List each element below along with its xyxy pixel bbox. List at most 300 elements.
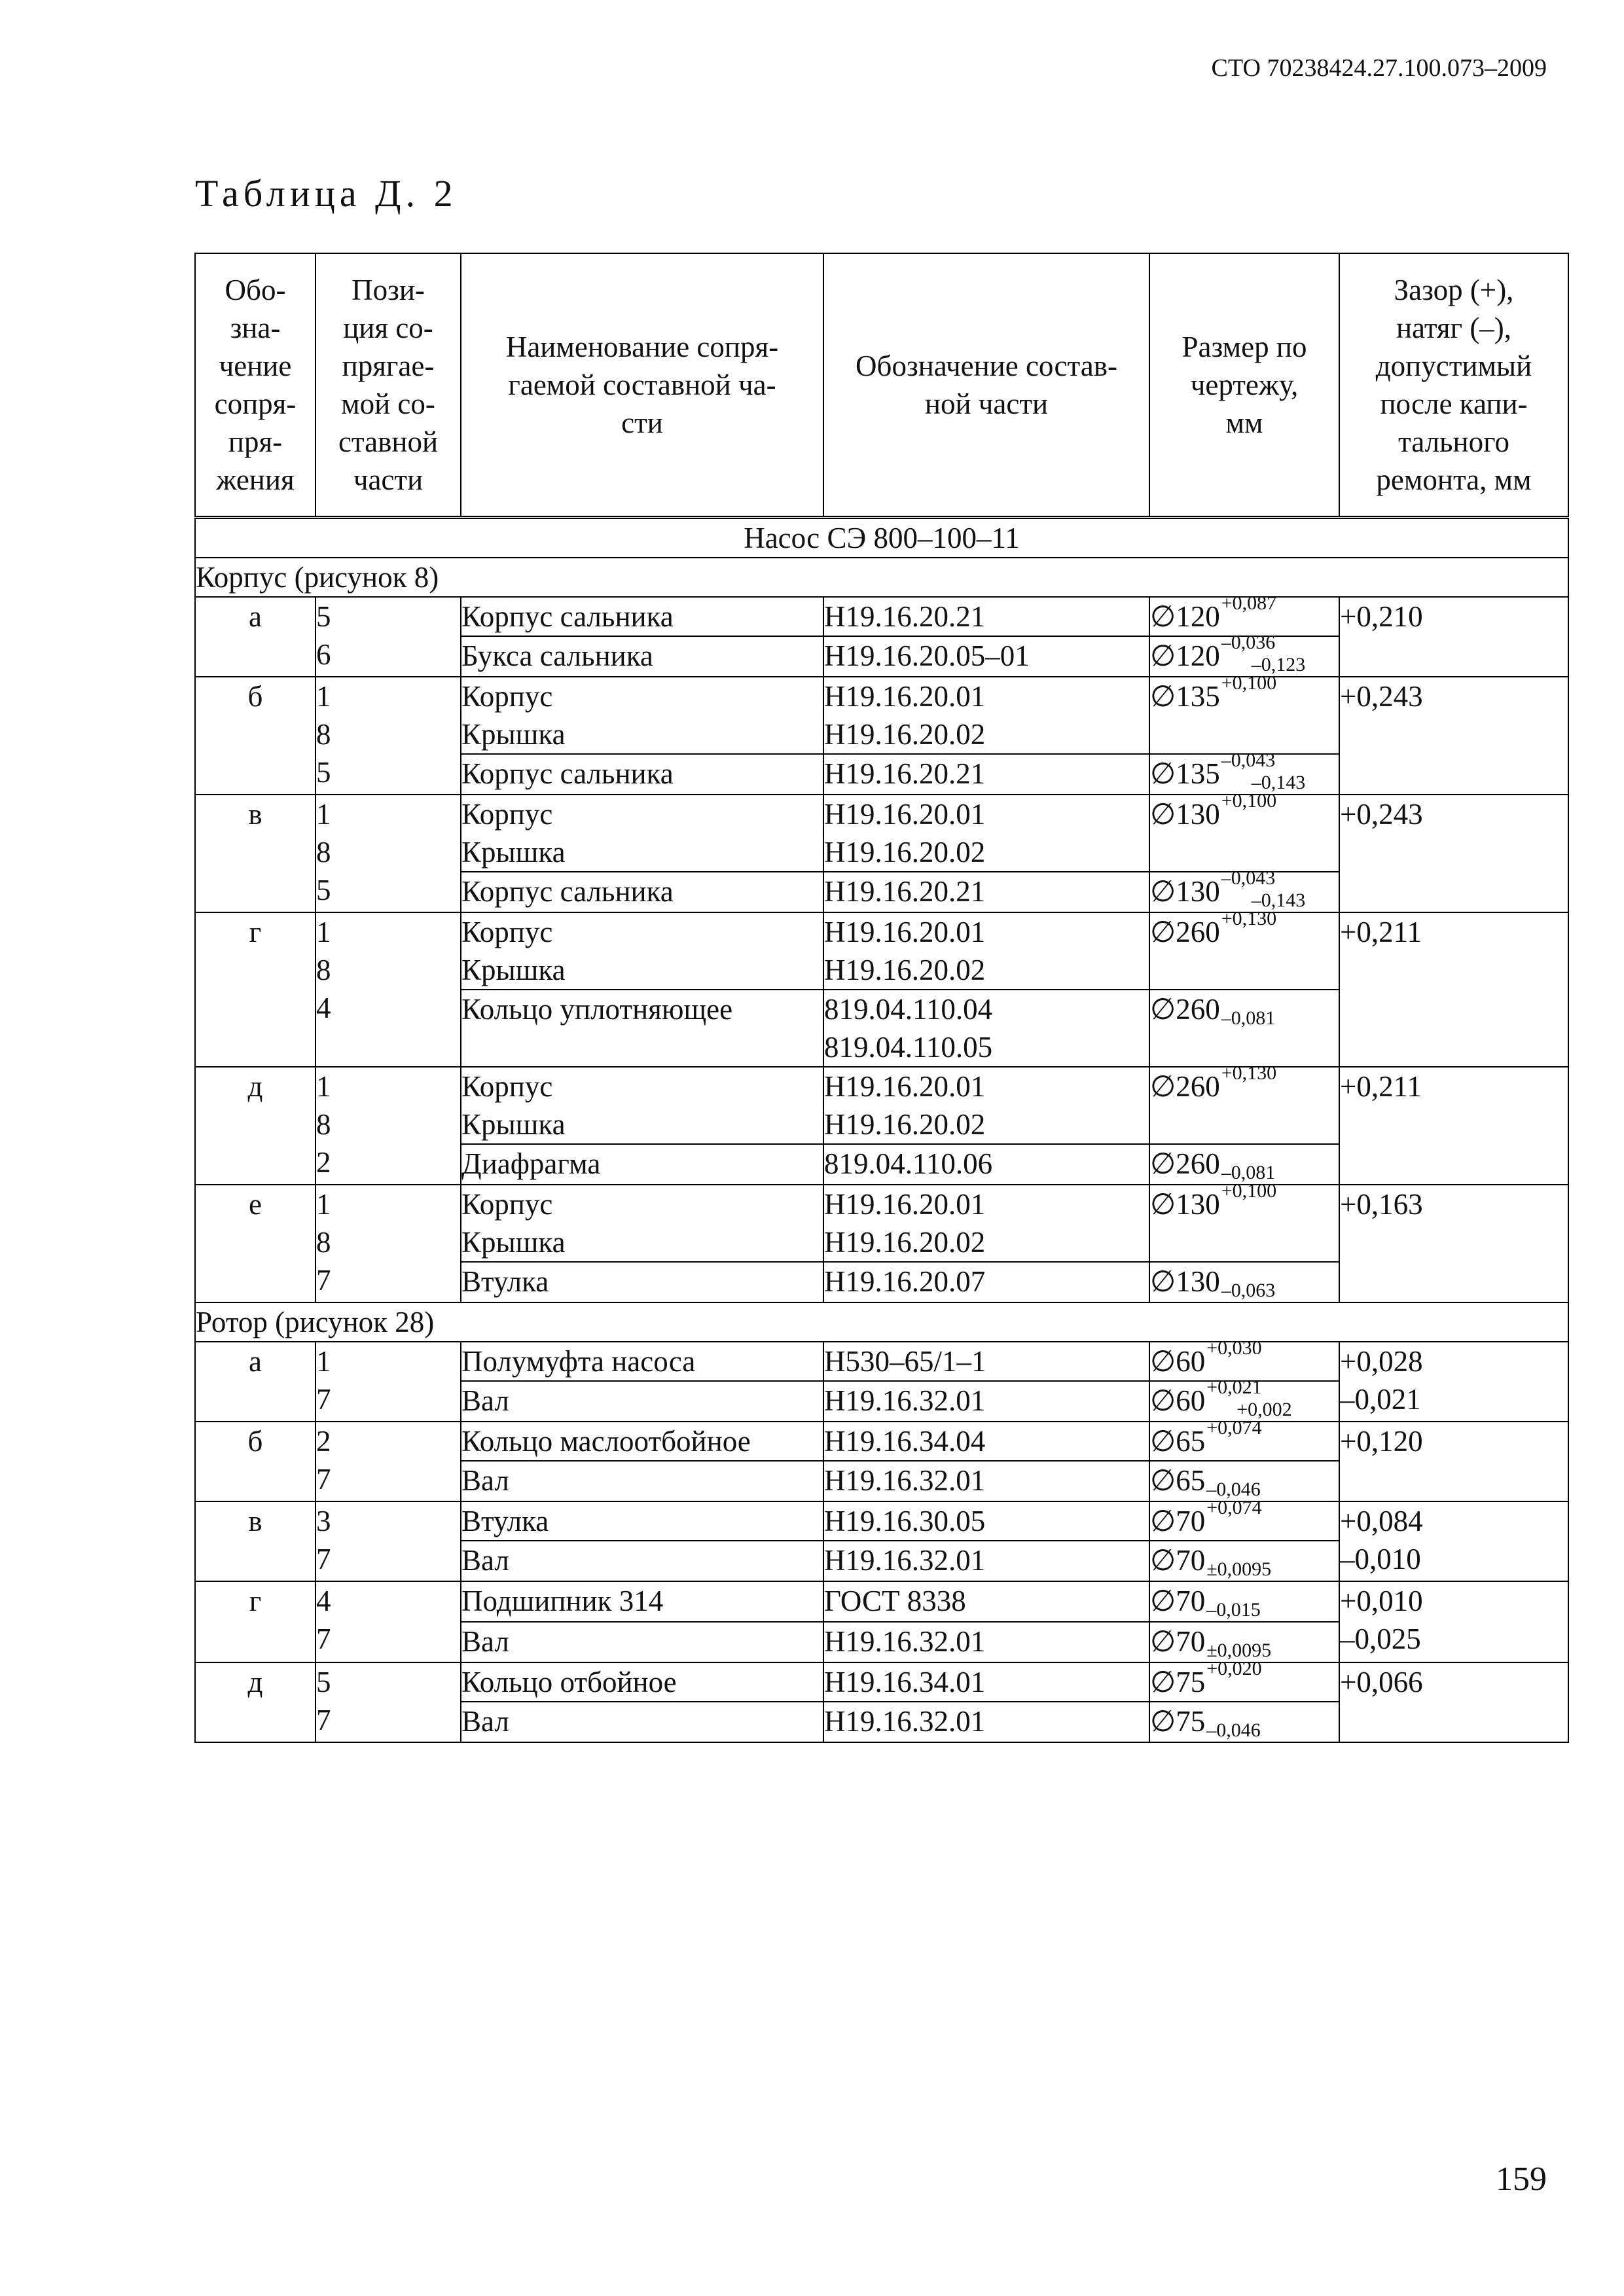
part-name-cell <box>461 990 823 1067</box>
drawing-size-cell <box>1149 1461 1339 1501</box>
size-tolerance <box>1206 1497 1262 1519</box>
table-body <box>195 518 1568 1743</box>
position-cell <box>316 912 461 1067</box>
drawing-size-cell <box>1149 867 1339 912</box>
size-tolerance <box>1221 908 1277 930</box>
tolerance-lower: +0,002 <box>1236 1399 1292 1420</box>
part-name: Крышка <box>461 718 566 751</box>
tolerance-lower: –0,046 <box>1206 1719 1261 1741</box>
part-name: Букса сальника <box>461 639 653 672</box>
size-tolerance <box>1221 1280 1276 1302</box>
position-number: 1 <box>316 798 331 831</box>
clearance-value: +0,211 <box>1340 1070 1422 1103</box>
column-header-line: части <box>353 463 424 496</box>
part-name: Корпус <box>461 1070 553 1103</box>
table-row <box>195 1067 1568 1144</box>
part-name-cell <box>461 1461 823 1501</box>
drawing-size-cell <box>1149 908 1339 990</box>
part-name-cell <box>461 1067 823 1144</box>
size-base: ∅260 <box>1150 1070 1220 1103</box>
part-name: Корпус сальника <box>461 757 674 790</box>
clearance-value: +0,010 <box>1340 1585 1423 1617</box>
tolerance-lower: –0,063 <box>1221 1280 1276 1301</box>
clearance-cell <box>1339 912 1568 1067</box>
part-name: Подшипник 314 <box>461 1585 664 1617</box>
part-name: Кольцо отбойное <box>461 1666 677 1698</box>
part-name-cell <box>461 1381 823 1422</box>
size-tolerance <box>1221 1180 1277 1202</box>
part-name-cell <box>461 597 823 636</box>
part-name-cell <box>461 1622 823 1662</box>
position-number: 5 <box>316 874 331 906</box>
part-name: Полумуфта насоса <box>461 1345 696 1378</box>
part-designation: Н19.16.32.01 <box>824 1705 986 1738</box>
section-row <box>195 518 1568 558</box>
drawing-size-cell <box>1149 1180 1339 1262</box>
part-designation: Н19.16.20.01 <box>824 1188 986 1221</box>
drawing-size-cell <box>1149 1581 1339 1622</box>
part-designation-cell <box>823 1622 1149 1662</box>
table-row <box>195 1422 1568 1461</box>
part-name: Вал <box>461 1464 509 1497</box>
table-caption: Таблица Д. 2 <box>195 172 458 215</box>
clearance-cell <box>1339 1422 1568 1501</box>
part-designation: Н19.16.34.04 <box>824 1425 986 1458</box>
part-designation-cell <box>823 1067 1149 1144</box>
part-designation-cell <box>823 1662 1149 1702</box>
part-name: Крышка <box>461 954 566 986</box>
clearance-value: +0,210 <box>1340 600 1423 633</box>
clearance-value: +0,163 <box>1340 1188 1423 1221</box>
position-number: 4 <box>316 992 331 1024</box>
part-name: Корпус <box>461 916 553 948</box>
size-tolerance <box>1221 1062 1277 1085</box>
position-number: 8 <box>316 954 331 986</box>
mate-letter: а <box>195 597 316 677</box>
part-name-cell <box>461 1662 823 1702</box>
size-tolerance <box>1206 1558 1271 1581</box>
part-name: Корпус <box>461 798 553 831</box>
tolerance-upper: +0,100 <box>1221 672 1277 694</box>
clearance-cell <box>1339 1185 1568 1302</box>
mate-letter: д <box>195 1662 316 1742</box>
part-designation: ГОСТ 8338 <box>824 1585 966 1617</box>
column-header-line: зна- <box>230 312 281 344</box>
table-row <box>195 1342 1568 1381</box>
drawing-size-cell <box>1149 592 1339 636</box>
column-header-line: Размер по <box>1182 331 1307 363</box>
part-name: Вал <box>461 1544 509 1577</box>
position-cell <box>316 1501 461 1581</box>
size-tolerance <box>1206 1337 1262 1359</box>
size-base: ∅70 <box>1150 1505 1206 1537</box>
mate-letter: в <box>195 795 316 912</box>
group-title: Ротор (рисунок 28) <box>195 1302 1568 1342</box>
part-designation-cell <box>823 1501 1149 1541</box>
position-cell <box>316 597 461 677</box>
part-designation-cell <box>823 1702 1149 1742</box>
part-name: Корпус <box>461 1188 553 1221</box>
drawing-size-cell <box>1149 1337 1339 1381</box>
part-name: Втулка <box>461 1265 549 1298</box>
tolerance-upper: +0,030 <box>1206 1337 1262 1359</box>
tolerance-upper: +0,130 <box>1221 908 1277 929</box>
column-header <box>1339 253 1568 518</box>
mate-letter: б <box>195 677 316 795</box>
table-header-row <box>195 253 1568 518</box>
part-designation: Н19.16.20.02 <box>824 1226 986 1259</box>
drawing-size-cell <box>1149 1541 1339 1581</box>
position-number: 8 <box>316 718 331 751</box>
part-designation: Н19.16.30.05 <box>824 1505 986 1537</box>
part-designation: Н19.16.20.05–01 <box>824 639 1030 672</box>
document-code: СТО 70238424.27.100.073–2009 <box>1211 54 1547 82</box>
part-designation: 819.04.110.06 <box>824 1147 993 1180</box>
part-name: Втулка <box>461 1505 549 1537</box>
part-name-cell <box>461 677 823 754</box>
position-number: 1 <box>316 1345 331 1378</box>
part-designation: Н19.16.20.01 <box>824 798 986 831</box>
size-tolerance <box>1221 749 1306 794</box>
part-designation-cell <box>823 597 1149 636</box>
tolerance-upper: +0,020 <box>1206 1658 1262 1679</box>
drawing-size-cell <box>1149 1262 1339 1302</box>
drawing-size-cell <box>1149 1622 1339 1662</box>
part-designation: Н19.16.20.01 <box>824 916 986 948</box>
part-name-cell <box>461 1144 823 1185</box>
mate-letter: е <box>195 1185 316 1302</box>
table-row <box>195 597 1568 636</box>
tolerance-upper: –0,036 <box>1221 632 1276 653</box>
size-base: ∅130 <box>1150 875 1220 908</box>
size-base: ∅130 <box>1150 798 1220 831</box>
size-tolerance <box>1206 1599 1261 1621</box>
column-header-line: пря- <box>228 425 283 458</box>
position-cell <box>316 1185 461 1302</box>
clearance-cell <box>1339 1501 1568 1581</box>
part-name-cell <box>461 1342 823 1381</box>
size-base: ∅65 <box>1150 1464 1206 1497</box>
size-base: ∅130 <box>1150 1188 1220 1221</box>
drawing-size-cell <box>1149 1417 1339 1461</box>
part-name-cell <box>461 1422 823 1461</box>
column-header-line: тального <box>1398 425 1509 458</box>
size-tolerance <box>1206 1719 1261 1742</box>
part-designation-cell <box>823 1185 1149 1262</box>
part-designation-cell <box>823 1461 1149 1501</box>
mating-parts-table <box>194 253 1569 1743</box>
clearance-value: +0,120 <box>1340 1425 1423 1458</box>
page-number: 159 <box>1496 2161 1547 2198</box>
column-header-line: жения <box>216 463 295 496</box>
drawing-size-cell <box>1149 749 1339 795</box>
drawing-size-cell <box>1149 790 1339 872</box>
position-number: 7 <box>316 1383 331 1416</box>
part-name-cell <box>461 912 823 990</box>
mate-letter: б <box>195 1422 316 1501</box>
part-name-cell <box>461 754 823 795</box>
part-name: Вал <box>461 1384 509 1417</box>
part-designation: Н19.16.20.02 <box>824 954 986 986</box>
position-number: 7 <box>316 1704 331 1736</box>
column-header-line: прягае- <box>342 350 435 382</box>
size-base: ∅260 <box>1150 916 1220 948</box>
position-number: 1 <box>316 1070 331 1103</box>
column-header-line: мм <box>1225 406 1263 439</box>
tolerance-lower: –0,081 <box>1221 1007 1276 1029</box>
clearance-cell <box>1339 795 1568 912</box>
column-header-line: сопря- <box>214 387 297 420</box>
group-title: Корпус (рисунок 8) <box>195 558 1568 597</box>
tolerance-lower: –0,015 <box>1206 1599 1261 1621</box>
position-number: 2 <box>316 1146 331 1179</box>
size-tolerance <box>1221 1007 1276 1030</box>
tolerance-upper: –0,043 <box>1221 867 1276 889</box>
part-name: Крышка <box>461 836 566 869</box>
size-base: ∅70 <box>1150 1625 1206 1658</box>
clearance-cell <box>1339 1581 1568 1662</box>
part-designation: Н19.16.20.01 <box>824 680 986 713</box>
part-designation-cell <box>823 677 1149 754</box>
part-designation: Н19.16.20.21 <box>824 757 986 790</box>
position-cell <box>316 1581 461 1662</box>
size-tolerance <box>1221 867 1306 912</box>
part-name-cell <box>461 1541 823 1581</box>
tolerance-upper: +0,074 <box>1206 1417 1262 1439</box>
part-name: Корпус <box>461 680 553 713</box>
part-designation-cell <box>823 872 1149 912</box>
mate-letter: в <box>195 1501 316 1581</box>
position-cell <box>316 1422 461 1501</box>
position-number: 5 <box>316 756 331 789</box>
part-designation-cell <box>823 990 1149 1067</box>
mate-letter: д <box>195 1067 316 1185</box>
mate-letter: г <box>195 912 316 1067</box>
clearance-cell <box>1339 677 1568 795</box>
part-designation: Н19.16.32.01 <box>824 1464 986 1497</box>
size-base: ∅120 <box>1150 639 1220 672</box>
drawing-size-cell <box>1149 632 1339 677</box>
group-row <box>195 558 1568 597</box>
part-designation-cell <box>823 912 1149 990</box>
size-base: ∅135 <box>1150 680 1220 713</box>
position-number: 1 <box>316 680 331 713</box>
drawing-size-cell <box>1149 990 1339 1067</box>
drawing-size-cell <box>1149 1658 1339 1702</box>
mate-letter: а <box>195 1342 316 1422</box>
column-header-line: ставной <box>338 425 439 458</box>
position-number: 5 <box>316 600 331 633</box>
part-name-cell <box>461 872 823 912</box>
part-name: Крышка <box>461 1226 566 1259</box>
part-name-cell <box>461 636 823 677</box>
clearance-value: +0,028 <box>1340 1345 1423 1378</box>
group-row <box>195 1302 1568 1342</box>
table-row <box>195 795 1568 872</box>
size-tolerance <box>1221 632 1306 676</box>
clearance-value: +0,243 <box>1340 680 1423 713</box>
table-row <box>195 1581 1568 1622</box>
tolerance-lower: ±0,0095 <box>1206 1558 1272 1580</box>
size-tolerance <box>1206 1376 1292 1421</box>
position-number: 7 <box>316 1463 331 1496</box>
part-name: Вал <box>461 1705 509 1738</box>
size-tolerance <box>1206 1658 1262 1680</box>
part-designation-cell <box>823 754 1149 795</box>
part-name: Корпус сальника <box>461 600 674 633</box>
column-header-line: после капи- <box>1380 387 1528 420</box>
column-header <box>1149 253 1339 518</box>
part-name: Диафрагма <box>461 1147 601 1180</box>
part-name-cell <box>461 795 823 872</box>
tolerance-upper: +0,100 <box>1221 790 1277 812</box>
part-name: Корпус сальника <box>461 875 674 908</box>
part-name-cell <box>461 1581 823 1622</box>
clearance-value: +0,066 <box>1340 1666 1423 1698</box>
size-tolerance <box>1221 790 1277 812</box>
part-designation: Н19.16.34.01 <box>824 1666 986 1698</box>
clearance-cell <box>1339 1342 1568 1422</box>
column-header <box>316 253 461 518</box>
part-name: Кольцо маслоотбойное <box>461 1425 751 1458</box>
clearance-value: +0,243 <box>1340 798 1423 831</box>
clearance-value: +0,084 <box>1340 1505 1423 1537</box>
position-cell <box>316 1067 461 1185</box>
part-designation: Н19.16.20.21 <box>824 875 986 908</box>
column-header-line: сти <box>621 406 663 439</box>
clearance-cell <box>1339 1067 1568 1185</box>
column-header <box>195 253 316 518</box>
clearance-value: –0,010 <box>1340 1543 1421 1575</box>
column-header-line: гаемой составной ча- <box>508 368 776 401</box>
part-designation-cell <box>823 636 1149 677</box>
size-base: ∅70 <box>1150 1544 1206 1577</box>
size-base: ∅260 <box>1150 1147 1220 1180</box>
column-header-line: Обо- <box>225 274 286 306</box>
part-name: Кольцо уплотняющее <box>461 993 733 1026</box>
part-designation-cell <box>823 1541 1149 1581</box>
size-base: ∅135 <box>1150 757 1220 790</box>
position-number: 7 <box>316 1623 331 1655</box>
drawing-size-cell <box>1149 1062 1339 1144</box>
column-header-line: Наименование сопря- <box>505 331 779 363</box>
table-row <box>195 677 1568 754</box>
part-designation-cell <box>823 1342 1149 1381</box>
position-number: 5 <box>316 1666 331 1698</box>
position-number: 7 <box>316 1264 331 1297</box>
table-row <box>195 1501 1568 1541</box>
drawing-size-cell <box>1149 1702 1339 1742</box>
size-base: ∅65 <box>1150 1425 1206 1458</box>
clearance-value: +0,211 <box>1340 916 1422 948</box>
tolerance-upper: +0,130 <box>1221 1062 1277 1084</box>
part-designation-cell <box>823 1262 1149 1302</box>
position-number: 3 <box>316 1505 331 1537</box>
part-designation: Н530–65/1–1 <box>824 1345 986 1378</box>
size-base: ∅70 <box>1150 1585 1206 1617</box>
part-designation-cell <box>823 795 1149 872</box>
part-designation: Н19.16.20.02 <box>824 1108 986 1141</box>
position-number: 1 <box>316 916 331 948</box>
part-designation: Н19.16.32.01 <box>824 1625 986 1658</box>
size-base: ∅130 <box>1150 1265 1220 1298</box>
size-base: ∅60 <box>1150 1384 1206 1417</box>
part-designation-cell <box>823 1144 1149 1185</box>
column-header-line: натяг (–), <box>1396 312 1512 344</box>
tolerance-upper: +0,087 <box>1221 592 1277 614</box>
tolerance-upper: +0,021 <box>1206 1376 1262 1398</box>
column-header-line: ремонта, мм <box>1376 463 1532 496</box>
position-cell <box>316 677 461 795</box>
size-tolerance <box>1221 672 1277 694</box>
part-designation-cell <box>823 1381 1149 1422</box>
tolerance-upper: +0,100 <box>1221 1180 1277 1202</box>
part-name-cell <box>461 1501 823 1541</box>
column-header <box>461 253 823 518</box>
tolerance-upper: +0,074 <box>1206 1497 1262 1518</box>
part-designation-cell <box>823 1581 1149 1622</box>
part-name: Крышка <box>461 1108 566 1141</box>
drawing-size-cell <box>1149 672 1339 754</box>
part-designation: 819.04.110.04 <box>824 993 993 1026</box>
column-header-line: ной части <box>924 387 1049 420</box>
position-number: 1 <box>316 1188 331 1221</box>
part-designation: Н19.16.32.01 <box>824 1544 986 1577</box>
position-cell <box>316 795 461 912</box>
tolerance-lower: ±0,0095 <box>1206 1640 1272 1661</box>
part-designation-cell <box>823 1422 1149 1461</box>
part-designation: Н19.16.20.07 <box>824 1265 986 1298</box>
tolerance-upper: –0,043 <box>1221 749 1276 771</box>
clearance-value: –0,021 <box>1340 1383 1421 1416</box>
column-header-line: допустимый <box>1375 350 1532 382</box>
clearance-cell <box>1339 597 1568 677</box>
size-base: ∅75 <box>1150 1666 1206 1698</box>
column-header-line: ция со- <box>343 312 433 344</box>
mate-letter: г <box>195 1581 316 1662</box>
tolerance-lower: –0,123 <box>1251 654 1306 675</box>
column-header-line: Обозначение состав- <box>856 350 1117 382</box>
part-name-cell <box>461 1262 823 1302</box>
position-number: 8 <box>316 1226 331 1259</box>
tolerance-lower: –0,046 <box>1206 1479 1261 1500</box>
drawing-size-cell <box>1149 1497 1339 1541</box>
drawing-size-cell <box>1149 1144 1339 1185</box>
position-cell <box>316 1342 461 1422</box>
position-number: 8 <box>316 836 331 869</box>
position-cell <box>316 1662 461 1742</box>
position-number: 2 <box>316 1425 331 1458</box>
part-name: Вал <box>461 1625 509 1658</box>
tolerance-lower: –0,081 <box>1221 1162 1276 1183</box>
part-designation: Н19.16.32.01 <box>824 1384 986 1417</box>
clearance-cell <box>1339 1662 1568 1742</box>
position-number: 6 <box>316 638 331 671</box>
section-title: Насос СЭ 800–100–11 <box>195 518 1568 558</box>
size-base: ∅260 <box>1150 993 1220 1026</box>
part-designation: Н19.16.20.21 <box>824 600 986 633</box>
table-row <box>195 1662 1568 1702</box>
table-row <box>195 912 1568 990</box>
part-designation: 819.04.110.05 <box>824 1031 993 1064</box>
clearance-value: –0,025 <box>1340 1623 1421 1655</box>
tolerance-lower: –0,143 <box>1251 889 1306 911</box>
position-number: 8 <box>316 1108 331 1141</box>
position-number: 7 <box>316 1543 331 1575</box>
part-designation: Н19.16.20.01 <box>824 1070 986 1103</box>
column-header-line: мой со- <box>341 387 435 420</box>
size-base: ∅60 <box>1150 1345 1206 1378</box>
